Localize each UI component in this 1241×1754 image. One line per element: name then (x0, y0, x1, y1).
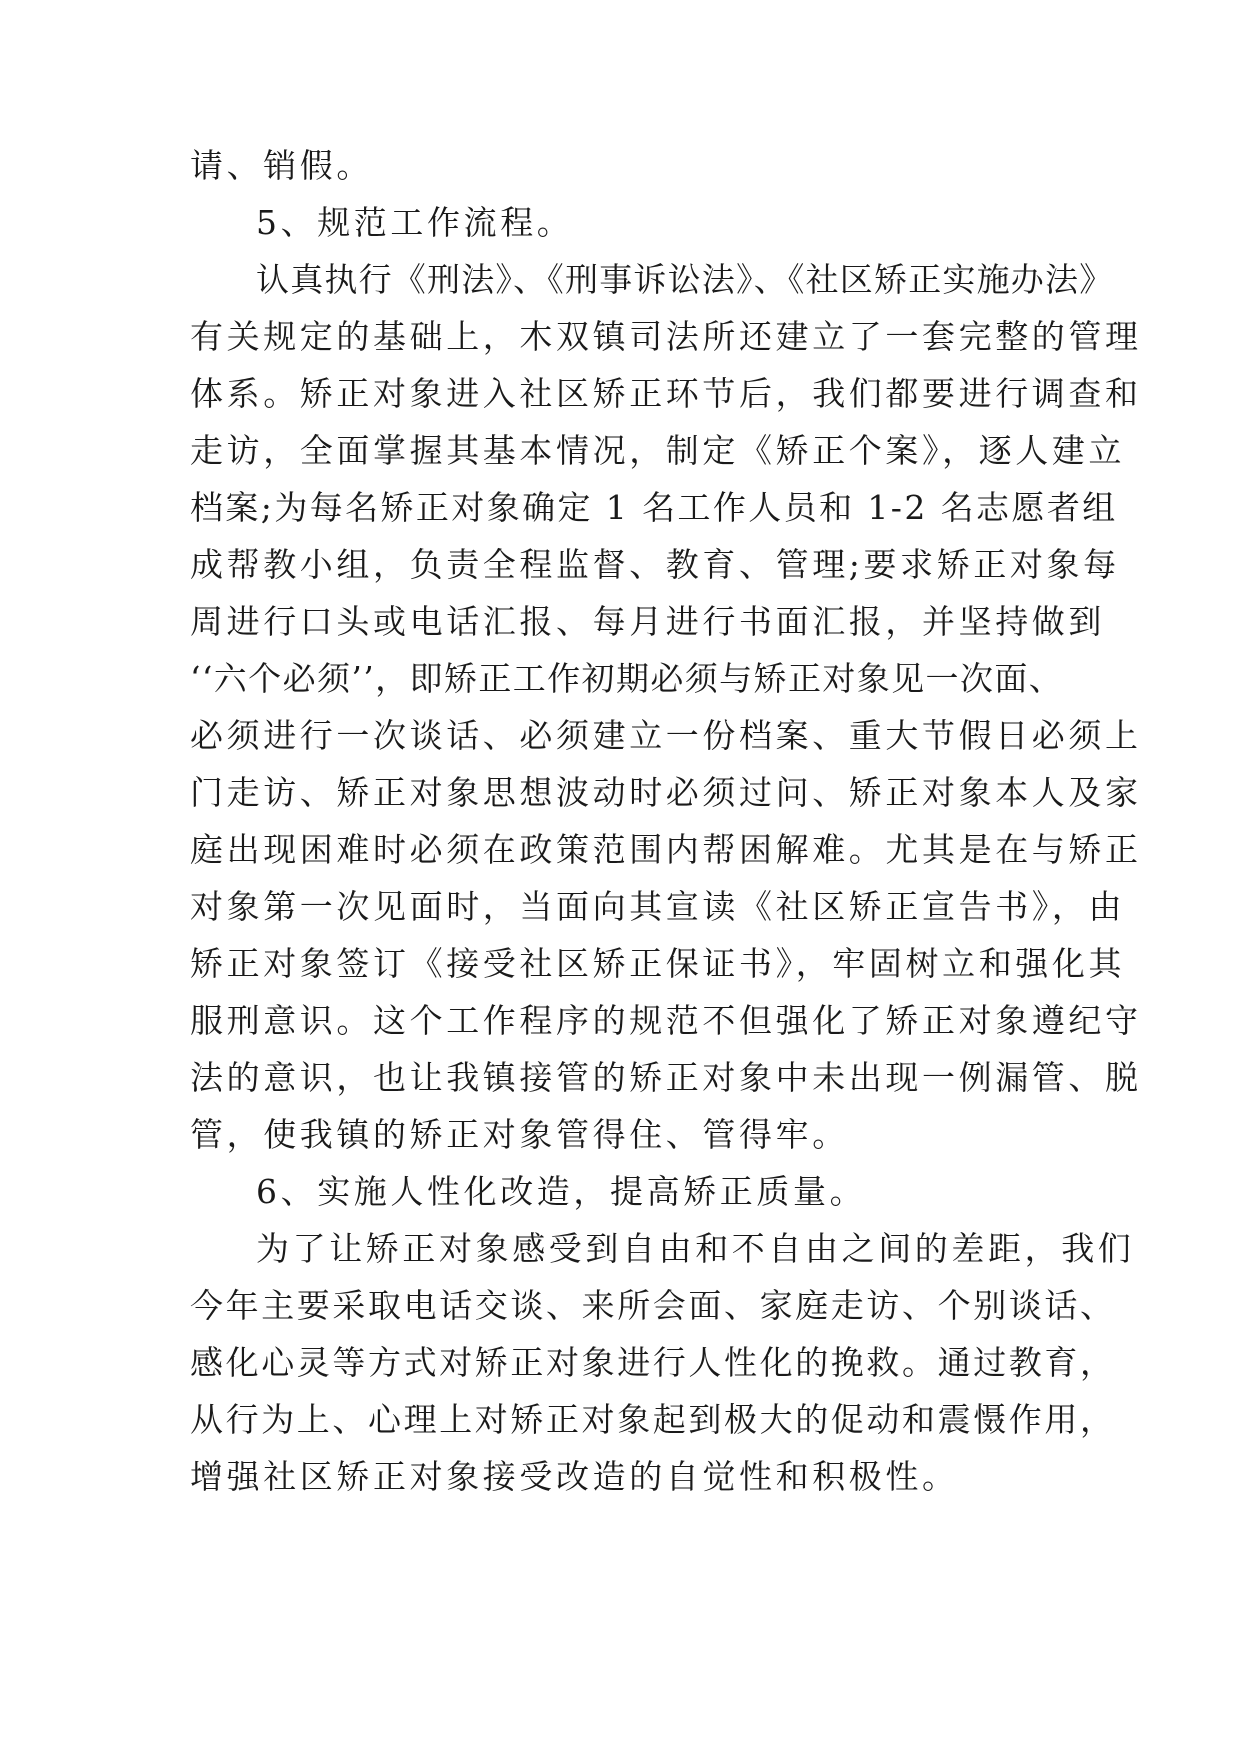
text-line: 从行为上、心理上对矫正对象起到极大的促动和震慑作用， (190, 1400, 1116, 1439)
text-line: 感化心灵等方式对矫正对象进行人性化的挽救。通过教育， (190, 1343, 1116, 1382)
text-line: 体系。矫正对象进入社区矫正环节后，我们都要进行调查和 (190, 374, 1142, 413)
section-heading-6: 6、实施人性化改造，提高矫正质量。 (256, 1172, 867, 1211)
text-line: 档案;为每名矫正对象确定 1 名工作人员和 1-2 名志愿者组 (190, 488, 1118, 527)
text-line: 管，使我镇的矫正对象管得住、管得牢。 (190, 1115, 849, 1154)
text-line: 门走访、矫正对象思想波动时必须过问、矫正对象本人及家 (190, 773, 1142, 812)
text-line: 请、销假。 (190, 146, 373, 185)
text-line: 对象第一次见面时，当面向其宣读《社区矫正宣告书》，由 (190, 887, 1126, 926)
text-line: 有关规定的基础上，木双镇司法所还建立了一套完整的管理 (190, 317, 1142, 356)
section-heading-5: 5、规范工作流程。 (256, 203, 574, 242)
text-line: 走访，全面掌握其基本情况，制定《矫正个案》，逐人建立 (190, 431, 1126, 470)
text-line: 服刑意识。这个工作程序的规范不但强化了矫正对象遵纪守 (190, 1001, 1142, 1040)
paragraph-first-line: 为了让矫正对象感受到自由和不自由之间的差距，我们 (256, 1229, 1135, 1268)
text-line: 庭出现困难时必须在政策范围内帮困解难。尤其是在与矫正 (190, 830, 1142, 869)
text-line: 今年主要采取电话交谈、来所会面、家庭走访、个别谈话、 (190, 1286, 1116, 1325)
text-line: 周进行口头或电话汇报、每月进行书面汇报，并坚持做到 (190, 602, 1105, 641)
text-line: ‘‘六个必须’’，即矫正工作初期必须与矫正对象见一次面、 (190, 659, 1064, 698)
text-line: 必须进行一次谈话、必须建立一份档案、重大节假日必须上 (190, 716, 1142, 755)
text-line: 矫正对象签订《接受社区矫正保证书》，牢固树立和强化其 (190, 944, 1126, 983)
text-line: 成帮教小组，负责全程监督、教育、管理;要求矫正对象每 (190, 545, 1120, 584)
text-line: 增强社区矫正对象接受改造的自觉性和积极性。 (190, 1457, 959, 1496)
paragraph-first-line: 认真执行《刑法》、《刑事诉讼法》、《社区矫正实施办法》 (256, 260, 1114, 299)
text-line: 法的意识，也让我镇接管的矫正对象中未出现一例漏管、脱 (190, 1058, 1142, 1097)
